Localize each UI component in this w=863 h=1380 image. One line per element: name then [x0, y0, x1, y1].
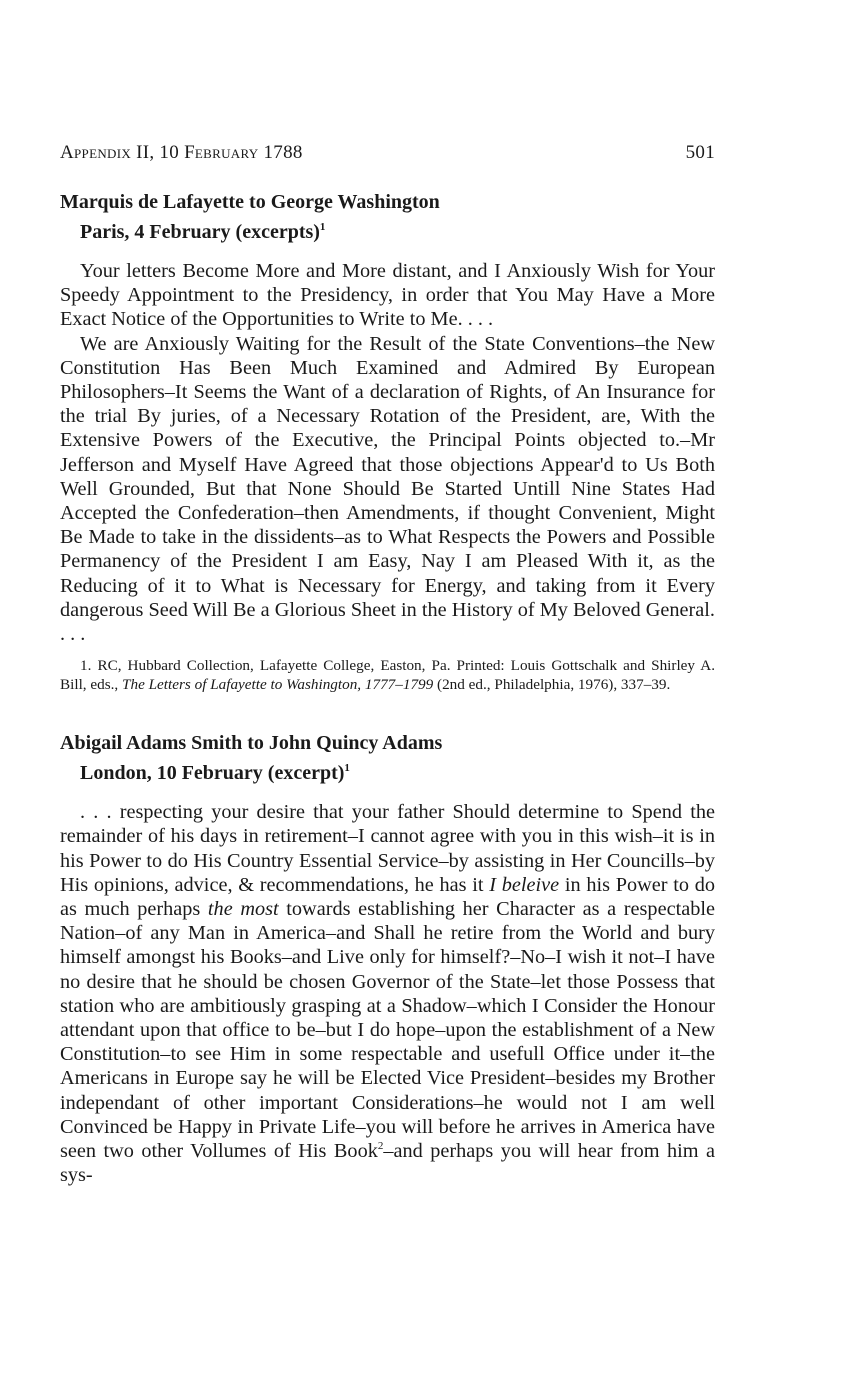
italic-emphasis-2: the most — [207, 898, 279, 921]
running-head — [60, 142, 715, 164]
footnote-marker: 2 — [377, 1140, 384, 1153]
heading-place-date: London, 10 February (excerpt) — [80, 762, 345, 785]
heading-line-1: Abigail Adams Smith to John Quincy Adams — [60, 732, 443, 755]
document-page — [60, 142, 715, 1188]
italic-emphasis-1: I beleive — [489, 873, 560, 896]
running-head-title: Appendix II, 10 February 1788 — [60, 142, 303, 163]
section-heading — [60, 190, 715, 245]
page-number: 501 — [685, 142, 715, 163]
paragraph-text-3: towards establishing her Character as a respectable Nation–of any Man in America–and Shall he retire from the World and bury himself amongst his Books–and Live only for himself?–No–I wish it not–I have no desire that he should be chosen Governor of the State–let those Possess that station who are ambitiously grasping at a Shadow–which I Consider the Honour attendant upon that office to be–but I do hope–upon the establishment of a New Constitution–to see Him in some respectable and usefull Office under it–the Americans in Europe say he will be Elected Vice President–besides my Brother independant of other important Considerations–he would not I am well Convinced be Happy in Private Life–you will before he arrives in America have seen two other Vollumes of His Book — [60, 898, 715, 1163]
body-paragraph — [60, 800, 715, 1187]
paragraph-text-4: –and perhaps you will hear from him a sys- — [60, 1140, 715, 1187]
heading-line-1: Marquis de Lafayette to George Washington — [60, 191, 440, 213]
paragraph-text-1: . . . respecting your desire that your father Should determine to Spend the remainder of his days in retirement–I cannot agree with you in this wish–it is in his Power to do His Country Essential Service–by assisting in Her Councills–by His opinions, advice, & recommendations, he has it — [60, 801, 715, 896]
footnote-book-title: The Letters of Lafayette to Washington, 1777–1799 — [122, 676, 434, 694]
footnote-text-2: (2nd ed., Philadelphia, 1976), 337–39. — [433, 676, 671, 694]
footnote — [60, 656, 715, 694]
footnote-marker: 1 — [344, 762, 350, 775]
heading-place-date: Paris, 4 February (excerpts) — [80, 221, 320, 243]
letter-section-smith — [60, 731, 715, 1187]
letter-section-lafayette — [60, 190, 715, 694]
heading-line-2 — [60, 756, 715, 786]
body-paragraph-1: Your letters Become More and More distant, and I Anxiously Wish for Your Speedy Appointment to the Presidency, in order that You May Have a More Exact Notice of the Opportunities to Write to Me. . . . — [60, 260, 715, 331]
footnote-marker: 1 — [319, 221, 326, 233]
section-heading — [60, 731, 715, 786]
footnote-text-1: 1. RC, Hubbard Collection, Lafayette College, Easton, Pa. Printed: Louis Gottschalk and Shirley A. Bill, eds., — [60, 657, 715, 694]
paragraph-text-2: in his Power to do as much perhaps — [60, 873, 715, 921]
heading-line-2 — [60, 215, 715, 245]
body-paragraph-2: We are Anxiously Waiting for the Result of the State Conventions–the New Constitution Has Been Much Examined and Admired By European Philosophers–It Seems the Want of a declaration of Rights, of An Insurance for the trial By juries, of a Necessary Rotation of the President, are, With the Extensive Powers of the Executive, the Principal Points objected to.–Mr Jefferson and Myself Have Agreed that those objections Appear'd to Us Both Well Grounded, But that None Should Be Started Untill Nine States Had Accepted the Confederation–then Amendments, if thought Convenient, Might Be Made to take in the dissidents–as to What Respects the Powers and Possible Permanency of the President I am Easy, Nay I am Pleased With it, as the Reducing of it to What is Necessary for Energy, and taking from it Every dangerous Seed Will Be a Glorious Sheet in the History of My Beloved General. . . . — [60, 332, 715, 646]
